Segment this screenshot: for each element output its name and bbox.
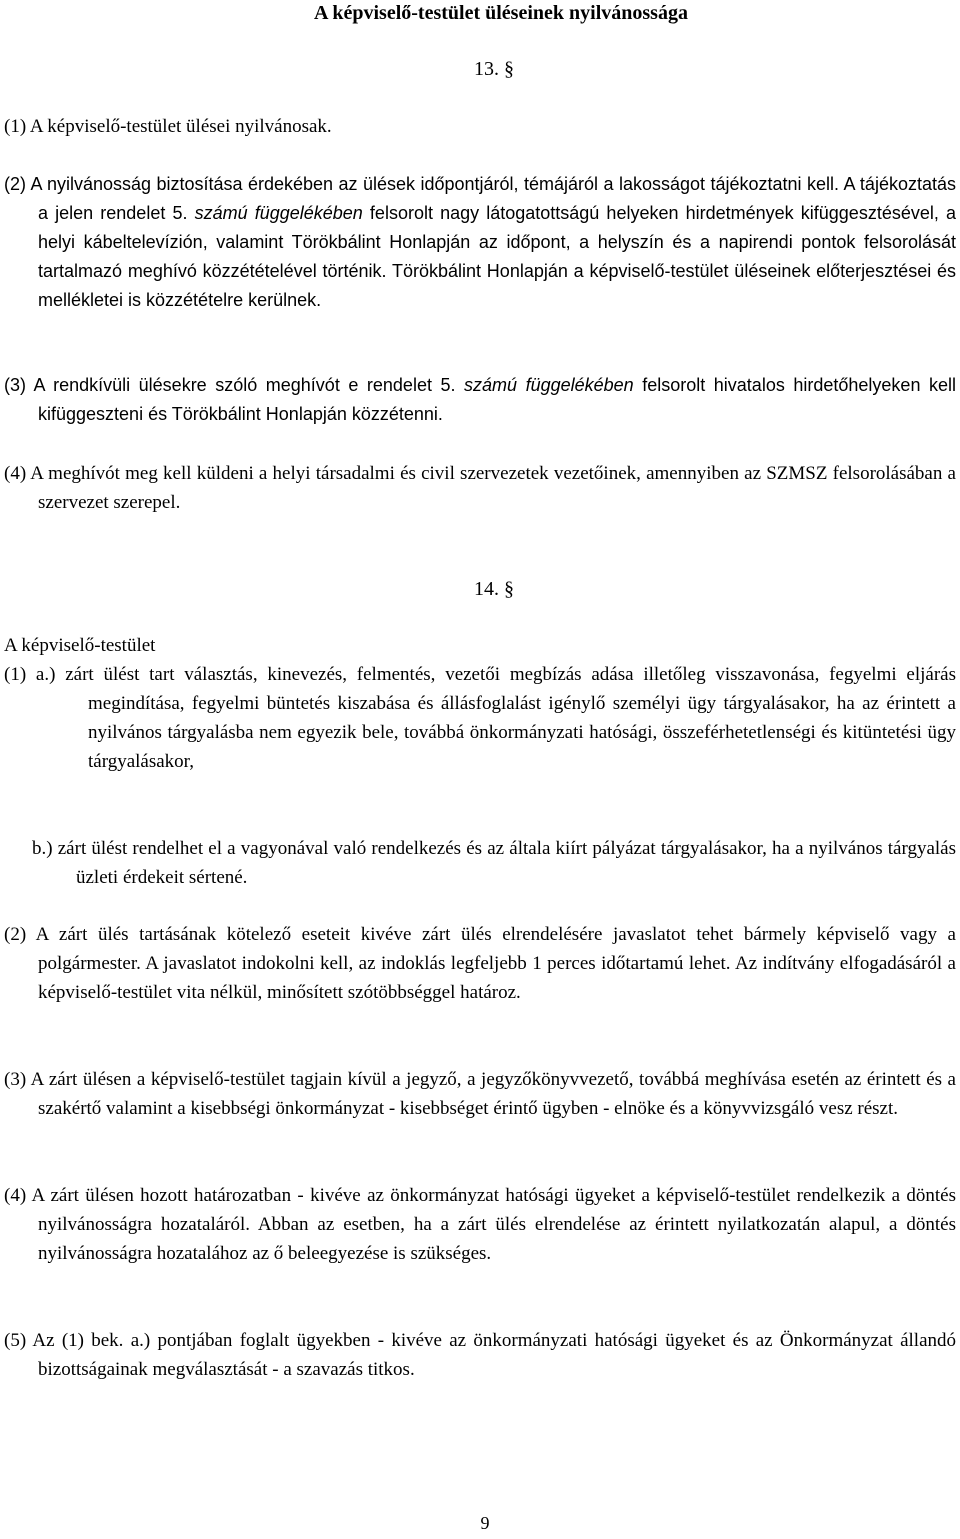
document-title: A képviselő-testület üléseinek nyilvánossága	[314, 2, 688, 24]
section-14-number: 14. §	[474, 578, 514, 600]
s13-paragraph-3: (3) A rendkívüli ülésekre szóló meghívót e rendelet 5. számú függelékében felsorolt hivatalos hirdetőhelyeken kell kifüggeszteni és Törökbálint Honlapján közzétenni.	[4, 375, 956, 424]
s14-paragraph-1a: (1) a.) zárt ülést tart választás, kinevezés, felmentés, vezetői megbízás adása illetőleg visszavonása, fegyelmi eljárás megindítása, fegyelmi büntetés kiszabása és állásfoglalást igénylő személyi ügy tárgyalásakor, ha az érintett a nyilvános tárgyalásba nem egyezik bele, továbbá önkormányzati hatósági, összeférhetetlenségi és kitüntetési ügy tárgyalásakor,	[4, 664, 956, 772]
s14-lead: A képviselő-testület	[4, 635, 156, 656]
page-number: 9	[480, 1513, 490, 1533]
s13-paragraph-2: (2) A nyilvánosság biztosítása érdekében az ülések időpontjáról, témájáról a lakosságot tájékoztatni kell. A tájékoztatás a jelen rendelet 5. számú függelékében felsorolt nagy látogatottságú helyeken hirdetmények kifüggesztésével, a helyi kábeltelevízión, valamint Törökbálint Honlapján az időpont, a helyszín és a napirendi pontok felsorolását tartalmazó meghívó közzétételével történik. Törökbálint Honlapján a képviselő-testület üléseinek előterjesztései és mellékletei is közzétételre kerülnek.	[4, 174, 956, 310]
s14-paragraph-5: (5) Az (1) bek. a.) pontjában foglalt ügyekben - kivéve az önkormányzati hatósági ügyeket és az Önkormányzat állandó bizottságainak megválasztását - a szavazás titkos.	[4, 1330, 956, 1380]
section-13-number: 13. §	[474, 58, 514, 80]
s14-paragraph-4: (4) A zárt ülésen hozott határozatban - kivéve az önkormányzat hatósági ügyeket a képviselő-testület rendelkezik a döntés nyilvánosságra hozataláról. Abban az esetben, ha a zárt ülés elrendelése az érintett nyilatkozatán alapul, a döntés nyilvánosságra hozatalához az ő beleegyezése is szükséges.	[4, 1185, 956, 1264]
s13-paragraph-4: (4) A meghívót meg kell küldeni a helyi társadalmi és civil szervezetek vezetőinek, amennyiben az SZMSZ felsorolásában a szervezet szerepel.	[4, 463, 956, 513]
s13-paragraph-1: (1) A képviselő-testület ülései nyilvánosak.	[4, 116, 332, 137]
s14-paragraph-2: (2) A zárt ülés tartásának kötelező eseteit kivéve zárt ülés elrendelésére javaslatot tehet bármely képviselő vagy a polgármester. A javaslatot indokolni kell, az indoklás legfeljebb 1 perces időtartamú lehet. Az indítvány elfogadásáról a képviselő-testület vita nélkül, minősített szótöbbséggel határoz.	[4, 924, 956, 1003]
s14-paragraph-3: (3) A zárt ülésen a képviselő-testület tagjain kívül a jegyző, a jegyzőkönyvvezető, továbbá meghívása esetén az érintett és a szakértő valamint a kisebbségi önkormányzat - kisebbséget érintő ügyben - elnöke és a könyvvizsgáló vesz részt.	[4, 1069, 956, 1119]
s14-paragraph-1b: b.) zárt ülést rendelhet el a vagyonával való rendelkezés és az általa kiírt pályázat tárgyalásakor, ha a nyilvános tárgyalás üzleti érdekeit sértené.	[32, 838, 956, 888]
